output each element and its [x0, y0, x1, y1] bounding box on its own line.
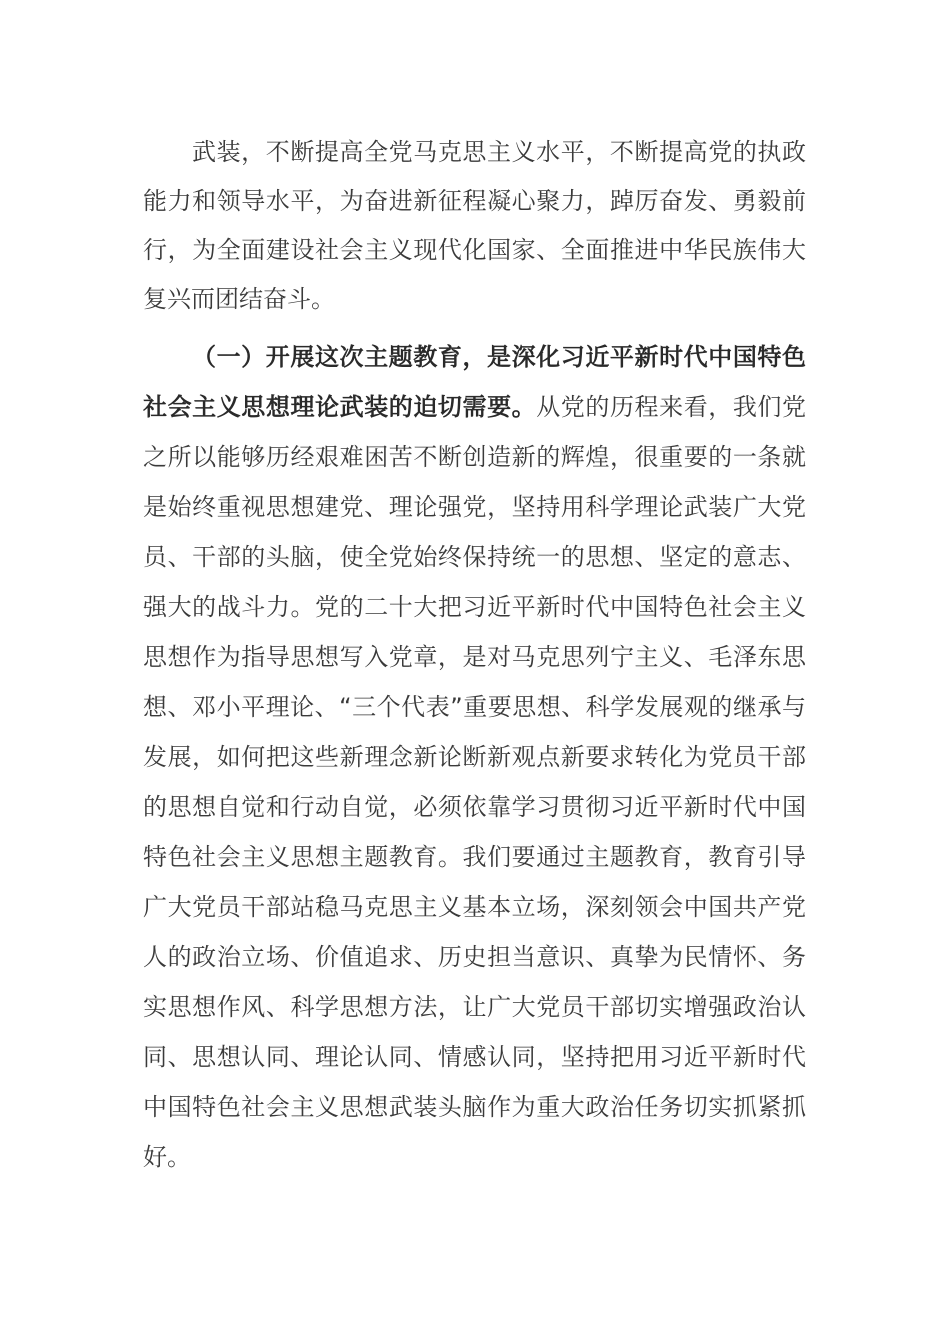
text-line: 特色社会主义思想主题教育。我们要通过主题教育，教育引导: [143, 843, 806, 871]
section-heading: （一）开展这次主题教育，是深化习近平新时代中国特色: [192, 343, 806, 371]
text-line: 行，为全面建设社会主义现代化国家、全面推进中华民族伟大: [143, 236, 806, 264]
text-line: 好。: [143, 1143, 191, 1171]
paragraph-2: [143, 332, 806, 1182]
text-line: 中国特色社会主义思想武装头脑作为重大政治任务切实抓紧抓: [143, 1093, 806, 1121]
text-line: 实思想作风、科学思想方法，让广大党员干部切实增强政治认: [143, 993, 806, 1021]
text-line: 是始终重视思想建党、理论强党，坚持用科学理论武装广大党: [143, 493, 806, 521]
text-line: 人的政治立场、价值追求、历史担当意识、真挚为民情怀、务: [143, 943, 806, 971]
section-heading-continued: 社会主义思想理论武装的迫切需要。: [143, 393, 537, 421]
text-line: 之所以能够历经艰难困苦不断创造新的辉煌，很重要的一条就: [143, 443, 806, 471]
text-line: 的思想自觉和行动自觉，必须依靠学习贯彻习近平新时代中国: [143, 793, 806, 821]
text-line: 强大的战斗力。党的二十大把习近平新时代中国特色社会主义: [143, 593, 806, 621]
text-line: 发展，如何把这些新理念新论断新观点新要求转化为党员干部: [143, 743, 806, 771]
text-line: 武装，不断提高全党马克思主义水平，不断提高党的执政: [192, 138, 806, 166]
text-line: 复兴而团结奋斗。: [143, 285, 335, 313]
text-line: 同、思想认同、理论认同、情感认同，坚持把用习近平新时代: [143, 1043, 806, 1071]
text-line: 思想作为指导思想写入党章，是对马克思列宁主义、毛泽东思: [143, 643, 806, 671]
paragraph-1: [143, 128, 806, 324]
text-line: 想、邓小平理论、“三个代表”重要思想、科学发展观的继承与: [143, 693, 806, 721]
text-line: 员、干部的头脑，使全党始终保持统一的思想、坚定的意志、: [143, 543, 806, 571]
text-line: 能力和领导水平，为奋进新征程凝心聚力，踔厉奋发、勇毅前: [143, 187, 806, 215]
text-line: [143, 382, 806, 432]
text-span: 从党的历程来看，我们党: [536, 393, 806, 421]
text-line: 广大党员干部站稳马克思主义基本立场，深刻领会中国共产党: [143, 893, 806, 921]
